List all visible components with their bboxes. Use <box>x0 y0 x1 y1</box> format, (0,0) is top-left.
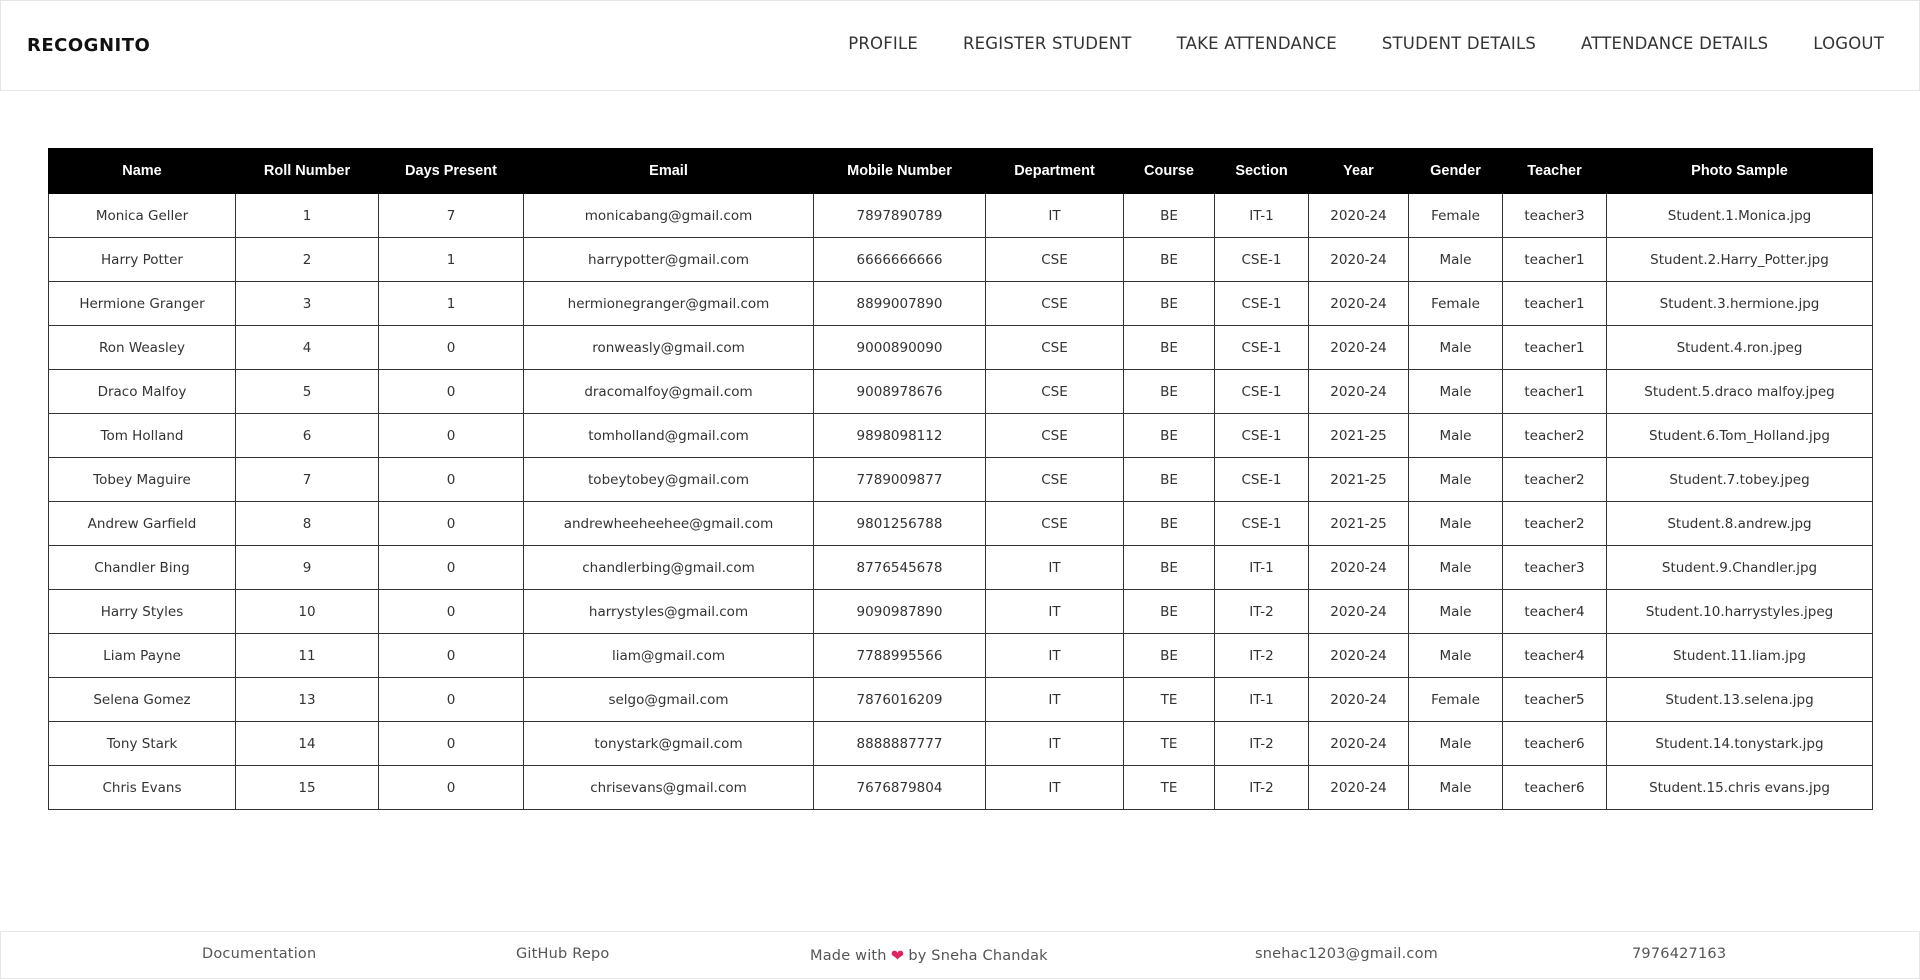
table-cell: 7789009877 <box>814 458 986 502</box>
table-cell: Monica Geller <box>49 194 236 238</box>
footer-email[interactable]: snehac1203@gmail.com <box>1255 946 1438 962</box>
table-cell: Chris Evans <box>49 766 236 810</box>
table-cell: 9 <box>236 546 379 590</box>
table-cell: 13 <box>236 678 379 722</box>
table-row <box>49 238 1873 282</box>
table-cell: IT-2 <box>1215 766 1309 810</box>
table-cell: Student.3.hermione.jpg <box>1607 282 1873 326</box>
table-cell: Male <box>1409 634 1503 678</box>
table-cell: Female <box>1409 282 1503 326</box>
column-header: Teacher <box>1503 149 1607 194</box>
table-cell: andrewheeheehee@gmail.com <box>524 502 814 546</box>
table-cell: 0 <box>379 634 524 678</box>
table-cell: 2020-24 <box>1309 194 1409 238</box>
table-cell: 8888887777 <box>814 722 986 766</box>
table-cell: 2020-24 <box>1309 766 1409 810</box>
column-header: Course <box>1124 149 1215 194</box>
column-header: Email <box>524 149 814 194</box>
table-cell: dracomalfoy@gmail.com <box>524 370 814 414</box>
table-cell: tonystark@gmail.com <box>524 722 814 766</box>
table-cell: BE <box>1124 546 1215 590</box>
table-cell: 14 <box>236 722 379 766</box>
footer <box>0 931 1920 979</box>
table-cell: IT <box>986 194 1124 238</box>
footer-documentation-link[interactable]: Documentation <box>202 946 317 962</box>
table-cell: 3 <box>236 282 379 326</box>
table-cell: TE <box>1124 766 1215 810</box>
table-cell: 2020-24 <box>1309 634 1409 678</box>
table-cell: CSE <box>986 458 1124 502</box>
table-cell: IT <box>986 766 1124 810</box>
table-cell: ronweasly@gmail.com <box>524 326 814 370</box>
table-row <box>49 458 1873 502</box>
table-cell: 7 <box>379 194 524 238</box>
table-cell: IT-2 <box>1215 722 1309 766</box>
table-cell: Male <box>1409 766 1503 810</box>
made-with-prefix: Made with <box>810 948 887 964</box>
table-cell: CSE-1 <box>1215 326 1309 370</box>
table-cell: teacher3 <box>1503 194 1607 238</box>
table-cell: CSE <box>986 238 1124 282</box>
table-cell: tobeytobey@gmail.com <box>524 458 814 502</box>
table-cell: teacher4 <box>1503 634 1607 678</box>
table-cell: monicabang@gmail.com <box>524 194 814 238</box>
table-cell: CSE-1 <box>1215 458 1309 502</box>
table-cell: 8776545678 <box>814 546 986 590</box>
column-header: Gender <box>1409 149 1503 194</box>
table-cell: BE <box>1124 634 1215 678</box>
table-cell: 7 <box>236 458 379 502</box>
table-cell: Student.9.Chandler.jpg <box>1607 546 1873 590</box>
table-cell: CSE-1 <box>1215 282 1309 326</box>
table-cell: 9000890090 <box>814 326 986 370</box>
table-cell: Student.6.Tom_Holland.jpg <box>1607 414 1873 458</box>
table-cell: liam@gmail.com <box>524 634 814 678</box>
table-cell: 2020-24 <box>1309 282 1409 326</box>
table-cell: 0 <box>379 766 524 810</box>
table-cell: 9801256788 <box>814 502 986 546</box>
table-row <box>49 678 1873 722</box>
table-cell: 2 <box>236 238 379 282</box>
table-cell: 1 <box>379 238 524 282</box>
footer-made-with <box>810 946 1048 965</box>
table-cell: chandlerbing@gmail.com <box>524 546 814 590</box>
table-cell: Student.10.harrystyles.jpeg <box>1607 590 1873 634</box>
footer-github-link[interactable]: GitHub Repo <box>516 946 610 962</box>
column-header: Photo Sample <box>1607 149 1873 194</box>
table-cell: CSE-1 <box>1215 238 1309 282</box>
table-cell: 0 <box>379 590 524 634</box>
table-cell: Draco Malfoy <box>49 370 236 414</box>
nav-links <box>803 34 1884 53</box>
table-header-row <box>49 149 1873 194</box>
table-cell: CSE-1 <box>1215 414 1309 458</box>
table-cell: 0 <box>379 326 524 370</box>
nav-logout[interactable]: LOGOUT <box>1813 34 1884 53</box>
table-cell: teacher1 <box>1503 370 1607 414</box>
table-cell: teacher1 <box>1503 282 1607 326</box>
table-cell: teacher2 <box>1503 414 1607 458</box>
table-cell: Student.14.tonystark.jpg <box>1607 722 1873 766</box>
table-cell: BE <box>1124 590 1215 634</box>
table-cell: BE <box>1124 194 1215 238</box>
table-cell: CSE <box>986 282 1124 326</box>
table-cell: Harry Styles <box>49 590 236 634</box>
table-cell: teacher4 <box>1503 590 1607 634</box>
table-cell: 0 <box>379 414 524 458</box>
table-cell: 2020-24 <box>1309 238 1409 282</box>
table-cell: 2021-25 <box>1309 414 1409 458</box>
table-cell: 0 <box>379 502 524 546</box>
table-cell: harrypotter@gmail.com <box>524 238 814 282</box>
table-row <box>49 590 1873 634</box>
table-cell: 9898098112 <box>814 414 986 458</box>
table-cell: 0 <box>379 678 524 722</box>
table-cell: Student.11.liam.jpg <box>1607 634 1873 678</box>
footer-phone: 7976427163 <box>1632 946 1727 962</box>
table-cell: 1 <box>236 194 379 238</box>
table-cell: BE <box>1124 414 1215 458</box>
table-cell: Male <box>1409 370 1503 414</box>
table-cell: 2020-24 <box>1309 678 1409 722</box>
table-row <box>49 370 1873 414</box>
table-row <box>49 722 1873 766</box>
table-cell: 9090987890 <box>814 590 986 634</box>
column-header: Name <box>49 149 236 194</box>
nav-take-attendance[interactable]: TAKE ATTENDANCE <box>1176 34 1337 53</box>
column-header: Year <box>1309 149 1409 194</box>
table-cell: Liam Payne <box>49 634 236 678</box>
brand-logo[interactable]: RECOGNITO <box>27 35 151 56</box>
table-cell: Ron Weasley <box>49 326 236 370</box>
table-cell: BE <box>1124 502 1215 546</box>
table-row <box>49 766 1873 810</box>
table-cell: IT <box>986 678 1124 722</box>
table-cell: IT-1 <box>1215 678 1309 722</box>
table-cell: BE <box>1124 238 1215 282</box>
nav-profile[interactable]: PROFILE <box>848 34 918 53</box>
table-cell: 9008978676 <box>814 370 986 414</box>
table-cell: 0 <box>379 722 524 766</box>
table-row <box>49 282 1873 326</box>
table-cell: 6 <box>236 414 379 458</box>
column-header: Days Present <box>379 149 524 194</box>
table-row <box>49 634 1873 678</box>
table-cell: Male <box>1409 238 1503 282</box>
column-header: Mobile Number <box>814 149 986 194</box>
table-cell: Student.15.chris evans.jpg <box>1607 766 1873 810</box>
nav-register-student[interactable]: REGISTER STUDENT <box>963 34 1132 53</box>
made-with-suffix: by Sneha Chandak <box>908 948 1048 964</box>
table-cell: Student.4.ron.jpeg <box>1607 326 1873 370</box>
table-cell: Male <box>1409 590 1503 634</box>
table-cell: 2020-24 <box>1309 722 1409 766</box>
table-body <box>49 194 1873 810</box>
table-cell: chrisevans@gmail.com <box>524 766 814 810</box>
navbar <box>0 0 1920 91</box>
table-cell: Student.2.Harry_Potter.jpg <box>1607 238 1873 282</box>
table-cell: teacher5 <box>1503 678 1607 722</box>
table-cell: Male <box>1409 502 1503 546</box>
table-cell: 11 <box>236 634 379 678</box>
table-cell: Female <box>1409 678 1503 722</box>
table-cell: teacher2 <box>1503 502 1607 546</box>
table-cell: TE <box>1124 722 1215 766</box>
table-row <box>49 414 1873 458</box>
table-cell: IT-2 <box>1215 590 1309 634</box>
table-cell: selgo@gmail.com <box>524 678 814 722</box>
table-cell: teacher1 <box>1503 238 1607 282</box>
table-cell: 7897890789 <box>814 194 986 238</box>
table-cell: teacher3 <box>1503 546 1607 590</box>
student-table-container <box>48 148 1872 810</box>
column-header: Section <box>1215 149 1309 194</box>
table-cell: BE <box>1124 370 1215 414</box>
nav-attendance-details[interactable]: ATTENDANCE DETAILS <box>1581 34 1769 53</box>
column-header: Department <box>986 149 1124 194</box>
table-cell: 2020-24 <box>1309 546 1409 590</box>
table-cell: 8 <box>236 502 379 546</box>
table-cell: Student.8.andrew.jpg <box>1607 502 1873 546</box>
table-cell: IT <box>986 590 1124 634</box>
table-cell: CSE-1 <box>1215 370 1309 414</box>
table-cell: CSE <box>986 502 1124 546</box>
table-cell: Male <box>1409 414 1503 458</box>
table-cell: Selena Gomez <box>49 678 236 722</box>
table-cell: Andrew Garfield <box>49 502 236 546</box>
table-row <box>49 326 1873 370</box>
table-cell: Chandler Bing <box>49 546 236 590</box>
table-row <box>49 546 1873 590</box>
table-cell: Male <box>1409 546 1503 590</box>
table-cell: Student.5.draco malfoy.jpeg <box>1607 370 1873 414</box>
table-cell: 8899007890 <box>814 282 986 326</box>
table-cell: 15 <box>236 766 379 810</box>
table-cell: Tom Holland <box>49 414 236 458</box>
table-cell: 2021-25 <box>1309 502 1409 546</box>
table-cell: Tobey Maguire <box>49 458 236 502</box>
table-cell: IT-1 <box>1215 194 1309 238</box>
table-cell: 7876016209 <box>814 678 986 722</box>
table-cell: 4 <box>236 326 379 370</box>
table-cell: Male <box>1409 326 1503 370</box>
table-cell: BE <box>1124 282 1215 326</box>
heart-icon: ❤ <box>890 946 905 965</box>
table-cell: IT <box>986 546 1124 590</box>
table-cell: 2020-24 <box>1309 326 1409 370</box>
table-cell: 2020-24 <box>1309 590 1409 634</box>
table-cell: 2020-24 <box>1309 370 1409 414</box>
table-cell: CSE <box>986 370 1124 414</box>
table-row <box>49 502 1873 546</box>
table-cell: BE <box>1124 458 1215 502</box>
table-cell: Tony Stark <box>49 722 236 766</box>
table-cell: 5 <box>236 370 379 414</box>
table-cell: BE <box>1124 326 1215 370</box>
table-cell: Female <box>1409 194 1503 238</box>
table-cell: teacher1 <box>1503 326 1607 370</box>
table-cell: Student.13.selena.jpg <box>1607 678 1873 722</box>
table-cell: IT <box>986 722 1124 766</box>
table-cell: IT <box>986 634 1124 678</box>
table-cell: hermionegranger@gmail.com <box>524 282 814 326</box>
table-cell: teacher6 <box>1503 766 1607 810</box>
table-cell: Student.7.tobey.jpeg <box>1607 458 1873 502</box>
table-cell: 2021-25 <box>1309 458 1409 502</box>
table-cell: teacher2 <box>1503 458 1607 502</box>
table-cell: CSE <box>986 414 1124 458</box>
table-cell: 7788995566 <box>814 634 986 678</box>
table-cell: TE <box>1124 678 1215 722</box>
table-cell: IT-2 <box>1215 634 1309 678</box>
table-cell: 10 <box>236 590 379 634</box>
table-cell: 7676879804 <box>814 766 986 810</box>
table-cell: Male <box>1409 458 1503 502</box>
student-details-table <box>48 148 1873 810</box>
table-cell: CSE-1 <box>1215 502 1309 546</box>
table-cell: Hermione Granger <box>49 282 236 326</box>
table-cell: 0 <box>379 370 524 414</box>
table-cell: Harry Potter <box>49 238 236 282</box>
nav-student-details[interactable]: STUDENT DETAILS <box>1381 34 1537 53</box>
table-cell: CSE <box>986 326 1124 370</box>
table-row <box>49 194 1873 238</box>
column-header: Roll Number <box>236 149 379 194</box>
table-cell: teacher6 <box>1503 722 1607 766</box>
table-cell: Student.1.Monica.jpg <box>1607 194 1873 238</box>
table-cell: 6666666666 <box>814 238 986 282</box>
table-cell: tomholland@gmail.com <box>524 414 814 458</box>
table-cell: IT-1 <box>1215 546 1309 590</box>
table-cell: Male <box>1409 722 1503 766</box>
table-cell: 0 <box>379 458 524 502</box>
table-cell: harrystyles@gmail.com <box>524 590 814 634</box>
table-cell: 1 <box>379 282 524 326</box>
table-cell: 0 <box>379 546 524 590</box>
